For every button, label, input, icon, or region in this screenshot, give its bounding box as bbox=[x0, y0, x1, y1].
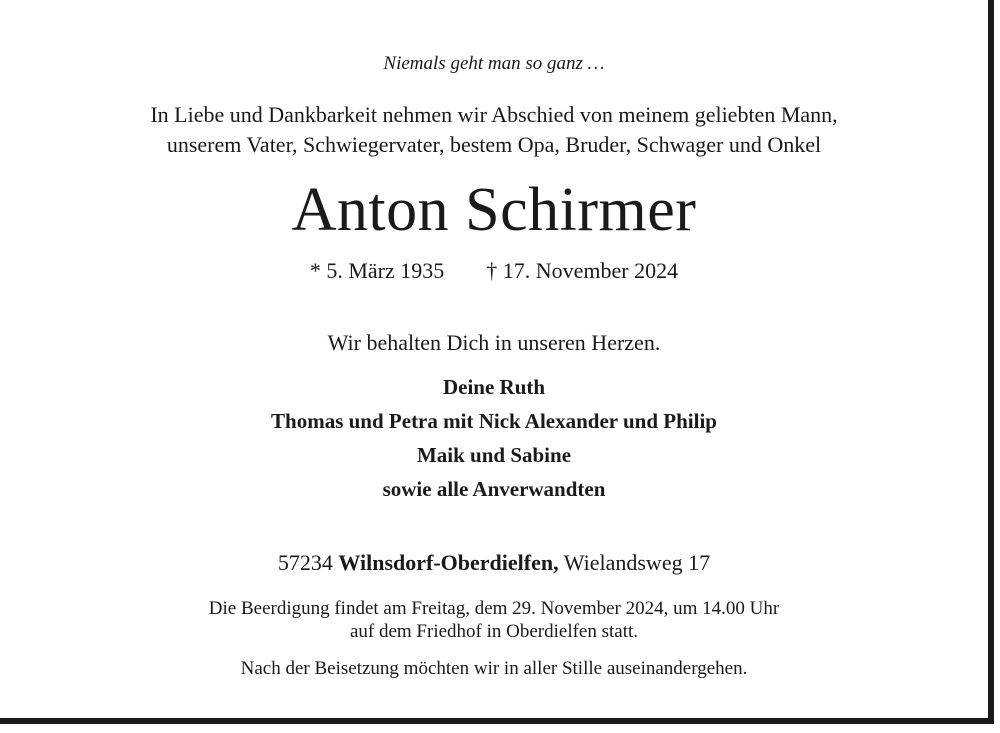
intro-text bbox=[0, 100, 988, 160]
funeral-line: auf dem Friedhof in Oberdielfen statt. bbox=[349, 621, 639, 642]
mourner-line: Thomas und Petra mit Nick Alexander und Philip bbox=[271, 409, 717, 433]
mourner-line: Maik und Sabine bbox=[416, 443, 572, 467]
street: Wielandsweg 17 bbox=[563, 550, 711, 575]
funeral-line: Die Beerdigung findet am Freitag, dem 29. November 2024, um 14.00 Uhr bbox=[208, 598, 780, 619]
funeral-info bbox=[0, 597, 988, 643]
motto: Niemals geht man so ganz … bbox=[383, 53, 605, 74]
memory-line: Wir behalten Dich in unseren Herzen. bbox=[327, 330, 661, 355]
intro-line: unserem Vater, Schwiegervater, bestem Opa, Bruder, Schwager und Onkel bbox=[166, 132, 822, 157]
death-date: † 17. November 2024 bbox=[486, 258, 679, 283]
mourner-line: sowie alle Anverwandten bbox=[382, 477, 606, 501]
postal-code: 57234 bbox=[277, 550, 333, 575]
town: Wilnsdorf-Oberdielfen, bbox=[338, 550, 559, 575]
life-dates bbox=[0, 258, 988, 284]
mourner-line: Deine Ruth bbox=[442, 375, 546, 399]
birth-date: * 5. März 1935 bbox=[309, 258, 445, 283]
mourners-list bbox=[0, 370, 988, 506]
intro-line: In Liebe und Dankbarkeit nehmen wir Abschied von meinem geliebten Mann, bbox=[150, 102, 838, 127]
closing-line: Nach der Beisetzung möchten wir in aller Stille auseinandergehen. bbox=[240, 658, 748, 679]
address bbox=[0, 550, 988, 576]
deceased-name: Anton Schirmer bbox=[291, 176, 697, 244]
